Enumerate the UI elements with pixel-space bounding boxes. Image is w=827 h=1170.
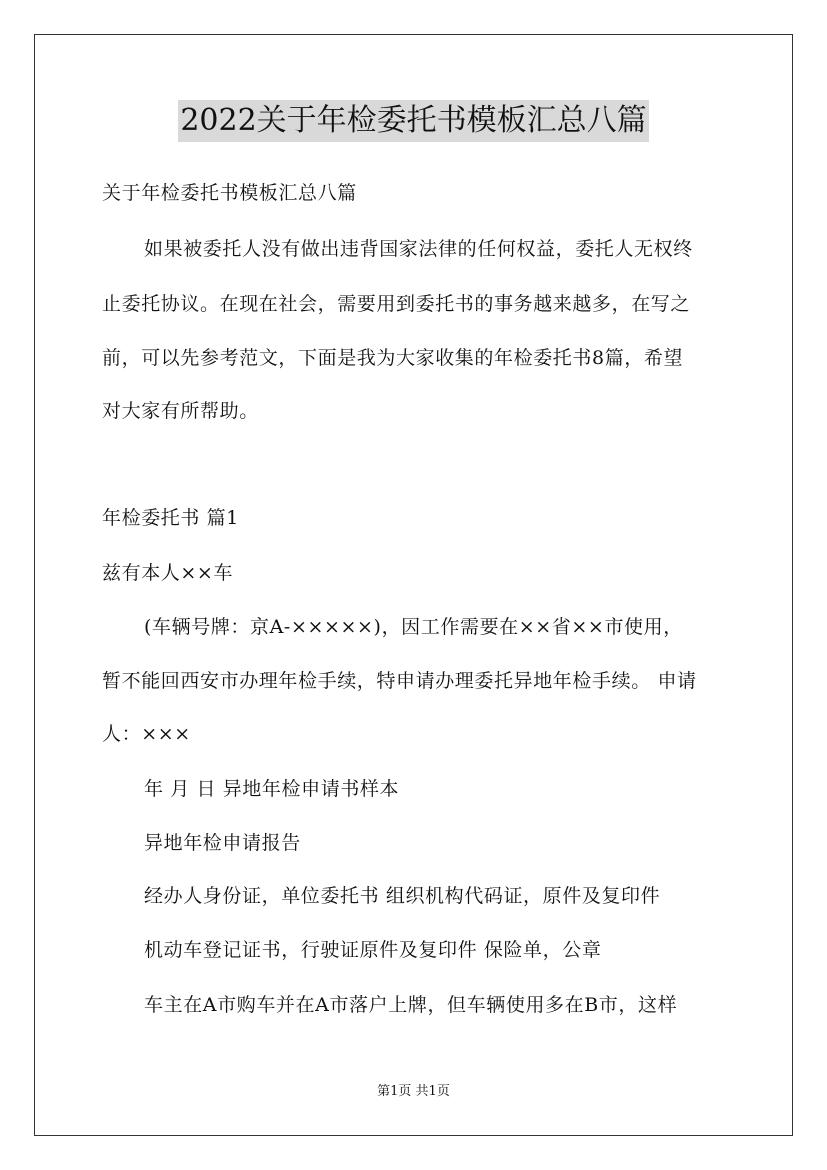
body-line: 车主在A市购车并在A市落户上牌，但车辆使用多在B市，这样 <box>144 994 678 1016</box>
body-line: (车辆号牌：京A-×××××)，因工作需要在××省××市使用， <box>144 616 683 638</box>
body-line: 经办人身份证，单位委托书 组织机构代码证，原件及复印件 <box>144 885 661 907</box>
document-title: 2022关于年检委托书模板汇总八篇 <box>178 100 648 142</box>
section-heading: 年检委托书 篇1 <box>102 507 239 529</box>
body-line: 暂不能回西安市办理年检手续，特申请办理委托异地年检手续。 申请 <box>102 670 697 692</box>
body-line: 异地年检申请报告 <box>144 832 301 854</box>
intro-line: 对大家有所帮助。 <box>102 400 259 422</box>
body-line: 机动车登记证书，行驶证原件及复印件 保险单，公章 <box>144 939 602 961</box>
body-line: 年 月 日 异地年检申请书样本 <box>144 778 400 800</box>
intro-line: 止委托协议。在现在社会，需要用到委托书的事务越来越多，在写之 <box>102 293 691 315</box>
intro-line: 如果被委托人没有做出违背国家法律的任何权益，委托人无权终 <box>144 238 693 260</box>
document-subtitle: 关于年检委托书模板汇总八篇 <box>102 182 357 204</box>
page-footer: 第1页 共1页 <box>377 1084 450 1099</box>
intro-line: 前，可以先参考范文，下面是我为大家收集的年检委托书8篇，希望 <box>102 347 684 369</box>
body-line: 兹有本人××车 <box>102 562 234 584</box>
body-line: 人：××× <box>102 723 191 745</box>
title-block <box>0 100 827 142</box>
